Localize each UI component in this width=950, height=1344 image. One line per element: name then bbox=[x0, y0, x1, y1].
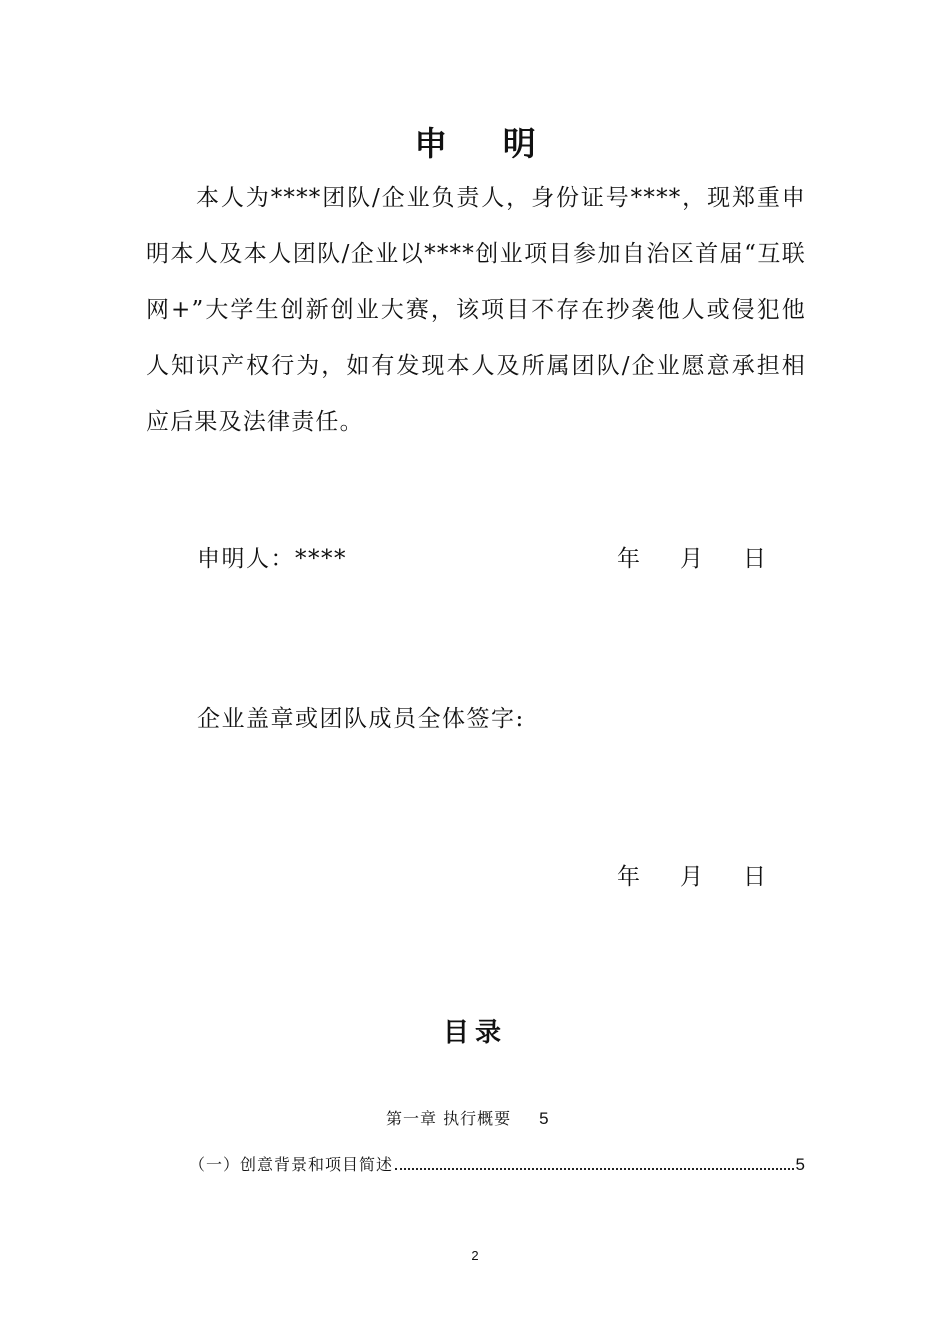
date-year: 年 bbox=[617, 864, 640, 890]
date-day: 日 bbox=[743, 546, 766, 572]
toc-chapter-page: 5 bbox=[539, 1109, 550, 1128]
toc-item-page: 5 bbox=[795, 1155, 806, 1174]
date-line-1 bbox=[617, 540, 806, 573]
toc-title: 目录 bbox=[442, 1018, 507, 1048]
toc-chapter-entry[interactable] bbox=[386, 1106, 550, 1129]
date-line-2 bbox=[617, 858, 806, 891]
declaration-body: 本人为****团队/企业负责人，身份证号****，现郑重申明本人及本人团队/企业以****创业项目参加自治区首届“互联网+”大学生创新创业大赛，该项目不存在抄袭他人或侵犯他人知识产权行为，如有发现本人及所属团队/企业愿意承担相应后果及法律责任。 bbox=[146, 185, 806, 435]
date-day: 日 bbox=[743, 864, 766, 890]
date-month: 月 bbox=[680, 864, 703, 890]
date-year: 年 bbox=[617, 546, 640, 572]
toc-item-label: （一）创意背景和项目简述 bbox=[189, 1155, 394, 1174]
declarant-line: 申明人：**** bbox=[197, 546, 347, 572]
signature-line: 企业盖章或团队成员全体签字: bbox=[197, 706, 525, 732]
toc-chapter-label: 第一章 执行概要 bbox=[386, 1109, 512, 1128]
toc-item[interactable] bbox=[189, 1152, 806, 1175]
toc-dot-leader bbox=[395, 1167, 794, 1170]
declaration-title: 申 明 bbox=[414, 124, 558, 163]
page-number: 2 bbox=[471, 1248, 479, 1263]
date-month: 月 bbox=[680, 546, 703, 572]
